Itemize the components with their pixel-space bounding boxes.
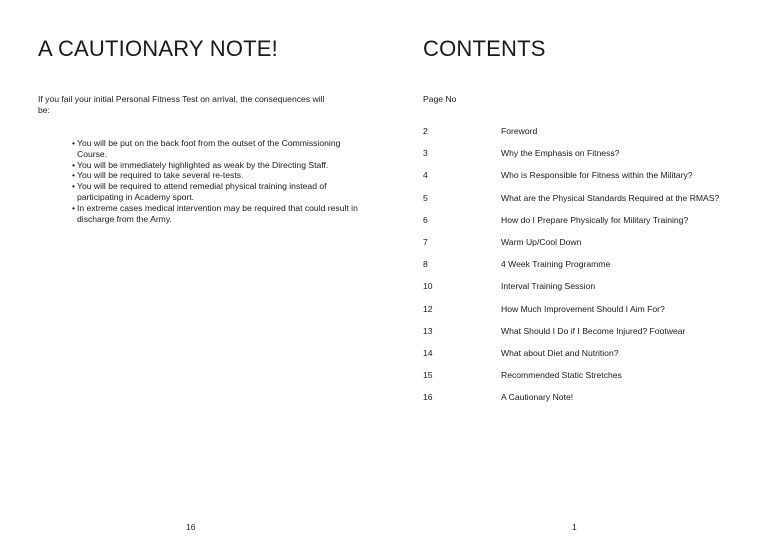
- entry-title: Foreword: [501, 126, 538, 136]
- entry-title: Warm Up/Cool Down: [501, 236, 582, 247]
- entry-page-number: 8: [423, 259, 428, 270]
- entry-title: A Cautionary Note!: [501, 392, 574, 403]
- entry-page-number: 6: [423, 214, 428, 225]
- contents-entry[interactable]: [423, 392, 723, 403]
- contents-heading: CONTENTS: [423, 36, 546, 61]
- right-page-number: 1: [572, 522, 577, 532]
- entry-page-number: 2: [423, 126, 428, 136]
- consequence-item: • You will be required to attend remedial physical training instead of participating in Academy sport.: [72, 181, 362, 203]
- entry-page-number: 10: [423, 281, 433, 292]
- entry-page-number: 16: [423, 392, 433, 403]
- entry-page-number: 13: [423, 325, 433, 336]
- contents-entry[interactable]: [423, 148, 723, 159]
- entry-page-number: 15: [423, 370, 433, 381]
- contents-entry[interactable]: [423, 281, 723, 292]
- consequence-item: • You will be immediately highlighted as weak by the Directing Staff.: [72, 160, 362, 171]
- consequences-list: [72, 138, 362, 224]
- right-page: [384, 0, 768, 545]
- contents-entry[interactable]: [423, 259, 723, 270]
- consequence-item: • In extreme cases medical intervention may be required that could result in discharge from the Army.: [72, 203, 362, 225]
- contents-entry[interactable]: [423, 237, 723, 248]
- contents-entry[interactable]: [423, 170, 723, 181]
- contents-list: [423, 126, 723, 414]
- entry-title: Who is Responsible for Fitness within the Military?: [501, 170, 693, 181]
- entry-title: 4 Week Training Programme: [501, 259, 611, 270]
- contents-entry[interactable]: [423, 193, 723, 204]
- entry-page-number: 7: [423, 236, 428, 247]
- entry-page-number: 4: [423, 170, 428, 181]
- entry-title: What are the Physical Standards Required at the RMAS?: [501, 192, 720, 203]
- entry-page-number: 5: [423, 192, 428, 203]
- entry-title: What Should I Do if I Become Injured? Footwear: [501, 325, 686, 336]
- entry-title: Recommended Static Stretches: [501, 370, 622, 381]
- contents-entry[interactable]: [423, 304, 723, 315]
- entry-title: Why the Emphasis on Fitness?: [501, 148, 620, 159]
- contents-entry[interactable]: [423, 126, 723, 137]
- page-no-column-label: Page No: [423, 94, 457, 104]
- contents-entry[interactable]: [423, 348, 723, 359]
- entry-title: How do I Prepare Physically for Military Training?: [501, 214, 689, 225]
- consequence-item: • You will be put on the back foot from the outset of the Commissioning Course.: [72, 138, 362, 160]
- entry-title: Interval Training Session: [501, 281, 596, 292]
- contents-entry[interactable]: [423, 215, 723, 226]
- intro-paragraph: If you fail your initial Personal Fitness Test on arrival, the consequences will be:: [38, 94, 325, 115]
- entry-page-number: 12: [423, 303, 433, 314]
- contents-entry[interactable]: [423, 370, 723, 381]
- contents-entry[interactable]: [423, 326, 723, 337]
- entry-title: How Much Improvement Should I Aim For?: [501, 303, 665, 314]
- cautionary-note-heading: A CAUTIONARY NOTE!: [38, 36, 278, 61]
- consequence-item: • You will be required to take several re-tests.: [72, 170, 362, 181]
- left-page-number: 16: [186, 522, 196, 532]
- entry-title: What about Diet and Nutrition?: [501, 347, 619, 358]
- entry-page-number: 3: [423, 148, 428, 159]
- entry-page-number: 14: [423, 347, 433, 358]
